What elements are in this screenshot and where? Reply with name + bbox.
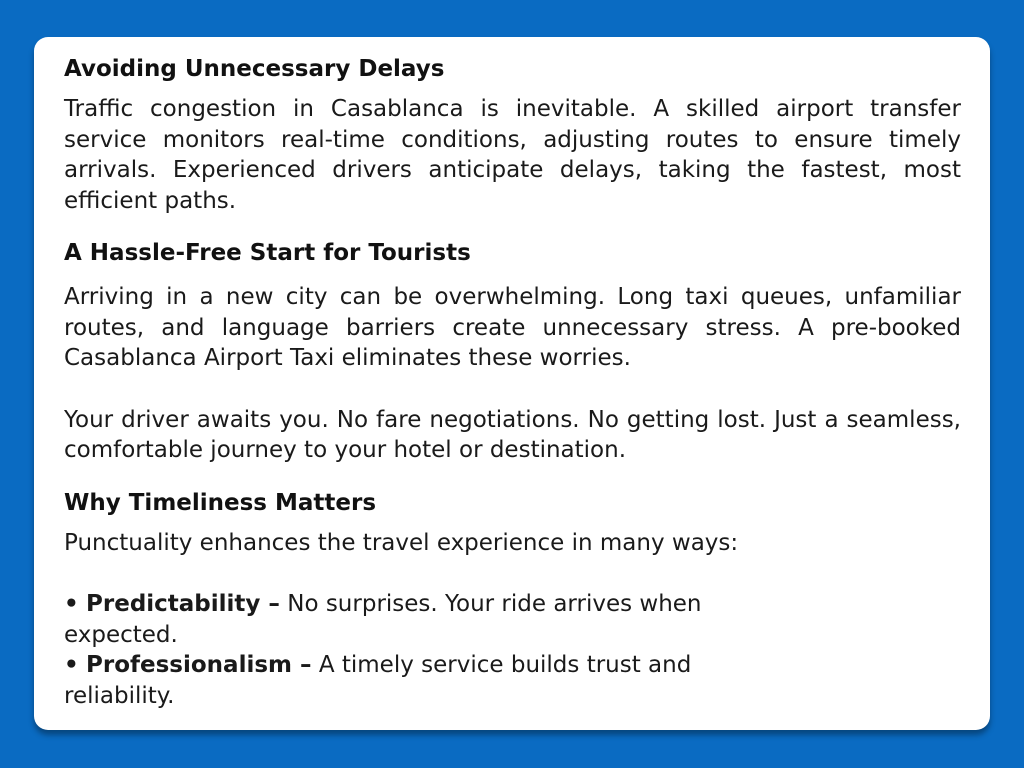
bullet-item-professionalism [64,650,804,711]
bullet-text-professionalism: A timely service builds trust and reliability. [64,652,692,709]
paragraph-hassle-free-1: Arriving in a new city can be overwhelming. Long taxi queues, unfamiliar routes, and language barriers create unnecessary stress. A pre-booked Casablanca Airport Taxi eliminates these worries. [64,284,961,371]
bullet-item-predictability [64,589,804,650]
content-card [34,37,990,730]
heading-timeliness: Why Timeliness Matters [64,489,377,516]
bullet-text-predictability: No surprises. Your ride arrives when expected. [64,591,702,648]
bullet-marker: • [64,591,79,617]
paragraph-timeliness-intro: Punctuality enhances the travel experience in many ways: [64,529,739,556]
paragraph-avoiding-delays: Traffic congestion in Casablanca is inevitable. A skilled airport transfer service monitors real-time conditions, adjusting routes to ensure timely arrivals. Experienced drivers anticipate delays, taking the fastest, most efficient paths. [64,96,961,214]
bullet-marker: • [64,652,79,678]
heading-hassle-free: A Hassle-Free Start for Tourists [64,240,471,266]
bullet-title-professionalism: Professionalism – [86,652,312,678]
content-area [64,54,961,711]
heading-avoiding-delays: Avoiding Unnecessary Delays [64,56,445,82]
paragraph-hassle-free-2: Your driver awaits you. No fare negotiations. No getting lost. Just a seamless, comfortable journey to your hotel or destination. [64,406,961,463]
bullet-title-predictability: Predictability – [86,591,280,617]
